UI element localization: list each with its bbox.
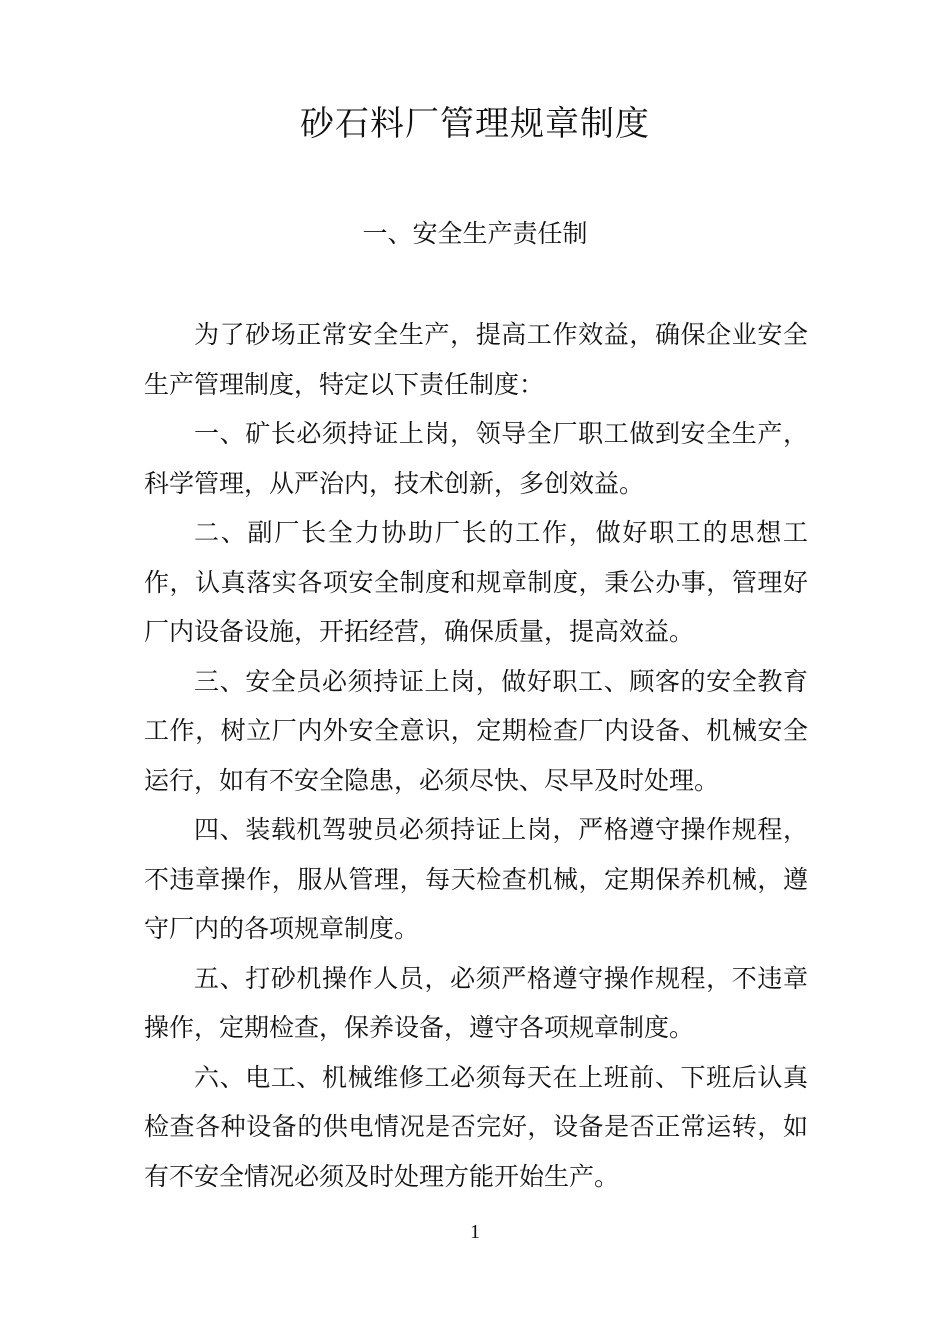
paragraph-item-1: 一、矿长必须持证上岗，领导全厂职工做到安全生产，科学管理，从严治内，技术创新，多创效益。 (144, 419, 808, 498)
paragraph-item-5: 五、打砂机操作人员，必须严格遵守操作规程，不违章操作，定期检查，保养设备，遵守各项规章制度。 (144, 963, 808, 1042)
document-title: 砂石料厂管理规章制度 (300, 104, 650, 144)
paragraph-item-4: 四、装载机驾驶员必须持证上岗，严格遵守操作规程，不违章操作，服从管理，每天检查机械，定期保养机械，遵守厂内的各项规章制度。 (144, 815, 808, 943)
document-body (144, 310, 808, 1201)
section-heading: 一、安全生产责任制 (362, 219, 588, 248)
paragraph-item-3: 三、安全员必须持证上岗，做好职工、顾客的安全教育工作，树立厂内外安全意识，定期检查厂内设备、机械安全运行，如有不安全隐患，必须尽快、尽早及时处理。 (144, 666, 808, 795)
paragraph-item-2: 二、副厂长全力协助厂长的工作，做好职工的思想工作，认真落实各项安全制度和规章制度，秉公办事，管理好厂内设备设施，开拓经营，确保质量，提高效益。 (144, 518, 808, 646)
paragraph-intro: 为了砂场正常安全生产，提高工作效益，确保企业安全生产管理制度，特定以下责任制度： (144, 320, 808, 399)
paragraph-item-6: 六、电工、机械维修工必须每天在上班前、下班后认真检查各种设备的供电情况是否完好，设备是否正常运转，如有不安全情况必须及时处理方能开始生产。 (144, 1062, 808, 1191)
page-number: 1 (470, 1221, 480, 1243)
